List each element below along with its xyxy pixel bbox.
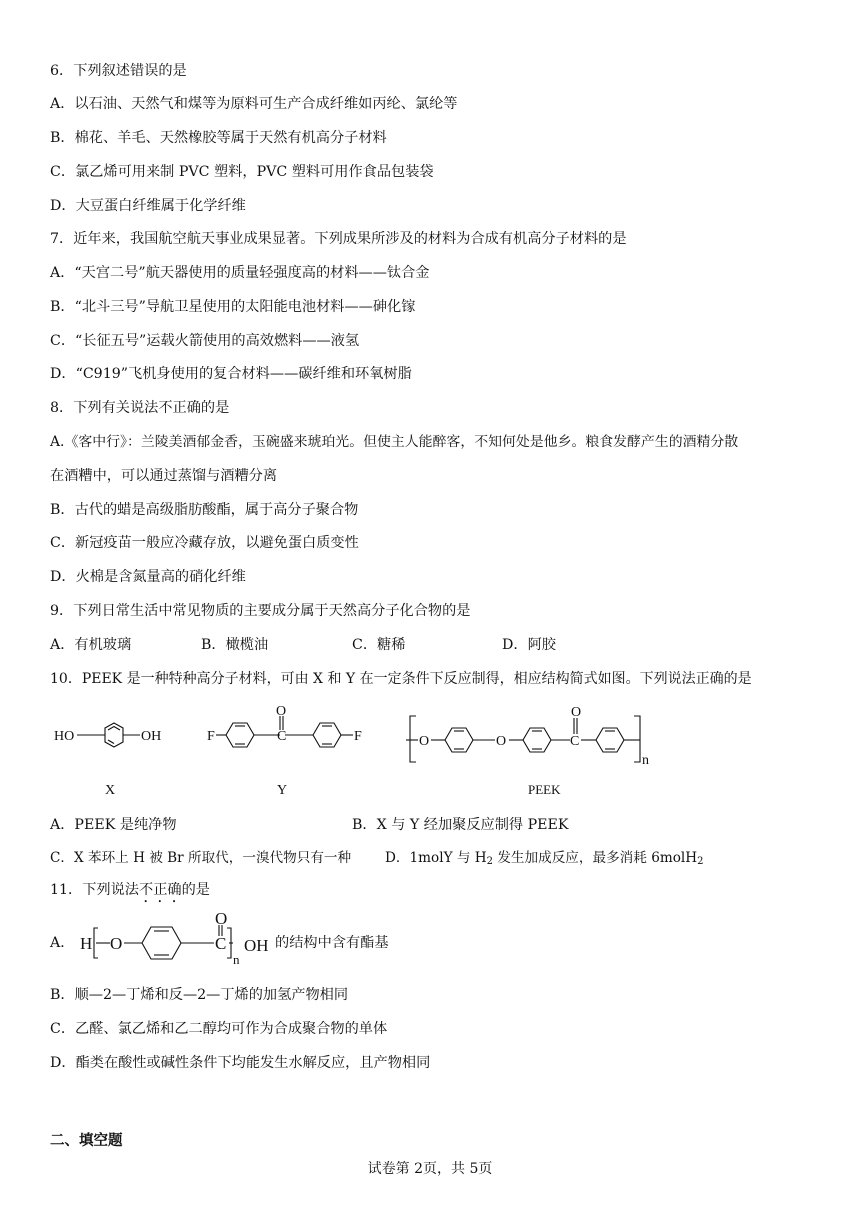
q9-option-a: A．有机玻璃 — [50, 637, 132, 653]
q11-emphasis-text: 不正确 — [139, 882, 182, 898]
label-x: X — [105, 783, 116, 798]
q9-option-b: B．橄榄油 — [201, 637, 269, 653]
q8-option-d: D．火棉是含氮量高的硝化纤维 — [50, 569, 246, 585]
q9-stem: 9．下列日常生活中常见物质的主要成分属于天然高分子化合物的是 — [50, 603, 471, 619]
q11-polyester-structure — [76, 906, 276, 968]
q8-stem: 8．下列有关说法不正确的是 — [50, 400, 230, 416]
q11-option-a-text: 的结构中含有酯基 — [275, 935, 389, 951]
x-oh-atom: OH — [141, 729, 162, 744]
q8-option-a-line1: A.《客中行》：兰陵美酒郁金香，玉碗盛来琥珀光。但使主人能醉客，不知何处是他乡。粮食发酵产生的酒精分散 — [50, 434, 739, 450]
q11a-c-atom: C — [215, 934, 227, 953]
peek-carbonyl-c-atom: C — [570, 734, 580, 749]
q7-option-d: D．“C919”飞机身使用的复合材料——碳纤维和环氧树脂 — [50, 366, 412, 382]
peek-o-atom-2: O — [496, 734, 507, 749]
q9-options — [50, 635, 650, 655]
label-peek: PEEK — [528, 782, 561, 797]
q11a-h-atom: H — [80, 934, 93, 953]
q7-option-c: C．“长征五号”运载火箭使用的高效燃料——液氢 — [50, 333, 360, 349]
q11-option-d: D．酯类在酸性或碱性条件下均能发生水解反应，且产物相同 — [50, 1055, 431, 1071]
peek-n-subscript: n — [642, 753, 649, 768]
q11-option-a-label: A． — [50, 935, 75, 951]
q7-option-b: B．“北斗三号”导航卫星使用的太阳能电池材料——砷化镓 — [50, 299, 416, 315]
q10-stem: 10．PEEK 是一种特种高分子材料，可由 X 和 Y 在一定条件下反应制得，相应结构简式如图。下列说法正确的是 — [50, 671, 752, 687]
q6-option-a: A．以石油、天然气和煤等为原料可生产合成纤维如丙纶、氯纶等 — [50, 96, 458, 112]
y-f-atom-left: F — [207, 729, 215, 744]
q10-option-a: A．PEEK 是纯净物 — [50, 817, 177, 833]
label-y: Y — [277, 783, 288, 798]
x-ho-atom: HO — [54, 729, 75, 744]
q11a-oh-atom: OH — [244, 936, 269, 955]
q10-option-c: C．X 苯环上 H 被 Br 所取代，一溴代物只有一种 — [50, 850, 352, 866]
q8-option-a-line2: 在酒糟中，可以通过蒸馏与酒糟分离 — [50, 468, 278, 484]
q6-stem: 6．下列叙述错误的是 — [50, 63, 187, 79]
q7-option-a: A．“天宫二号”航天器使用的质量轻强度高的材料——钛合金 — [50, 265, 430, 281]
peek-o-atom-1: O — [419, 734, 430, 749]
q9-option-d: D．阿胶 — [502, 637, 556, 653]
q10-option-b: B．X 与 Y 经加聚反应制得 PEEK — [352, 817, 569, 833]
q8-option-c: C．新冠疫苗一般应冷藏存放，以避免蛋白质变性 — [50, 535, 359, 551]
q11a-n-subscript: n — [233, 952, 240, 967]
q11-option-c: C．乙醛、氯乙烯和乙二醇均可作为合成聚合物的单体 — [50, 1021, 388, 1037]
q7-stem: 7．近年来，我国航空航天事业成果显著。下列成果所涉及的材料为合成有机高分子材料的是 — [50, 231, 627, 247]
q8-option-b: B．古代的蜡是高级脂肪酸酯，属于高分子聚合物 — [50, 502, 359, 518]
y-carbonyl-o-atom: O — [276, 704, 287, 719]
peek-carbonyl-o-atom: O — [571, 705, 582, 720]
q9-option-c: C．糖稀 — [352, 637, 406, 653]
q10-structures-figure — [50, 700, 670, 802]
q11a-carbonyl-o-atom: O — [215, 909, 228, 928]
section-heading: 二、填空题 — [50, 1133, 123, 1149]
q11a-o-atom: O — [110, 934, 123, 953]
q6-option-d: D．大豆蛋白纤维属于化学纤维 — [50, 198, 246, 214]
page-footer: 试卷第 2页，共 5页 — [367, 1161, 493, 1177]
y-f-atom-right: F — [354, 729, 362, 744]
q11-option-b: B．顺—2—丁烯和反—2—丁烯的加氢产物相同 — [50, 987, 349, 1003]
q11-stem: 11．下列说法不正确的是 — [50, 882, 210, 898]
y-carbonyl-c-atom: C — [277, 729, 287, 744]
q6-option-c: C．氯乙烯可用来制 PVC 塑料，PVC 塑料可用作食品包装袋 — [50, 164, 434, 180]
q10-option-d: D．1molY 与 $H_2$ 发生加成反应，最多消耗 6molH$_2$ — [385, 850, 704, 867]
q6-option-b: B．棉花、羊毛、天然橡胶等属于天然有机高分子材料 — [50, 130, 387, 146]
